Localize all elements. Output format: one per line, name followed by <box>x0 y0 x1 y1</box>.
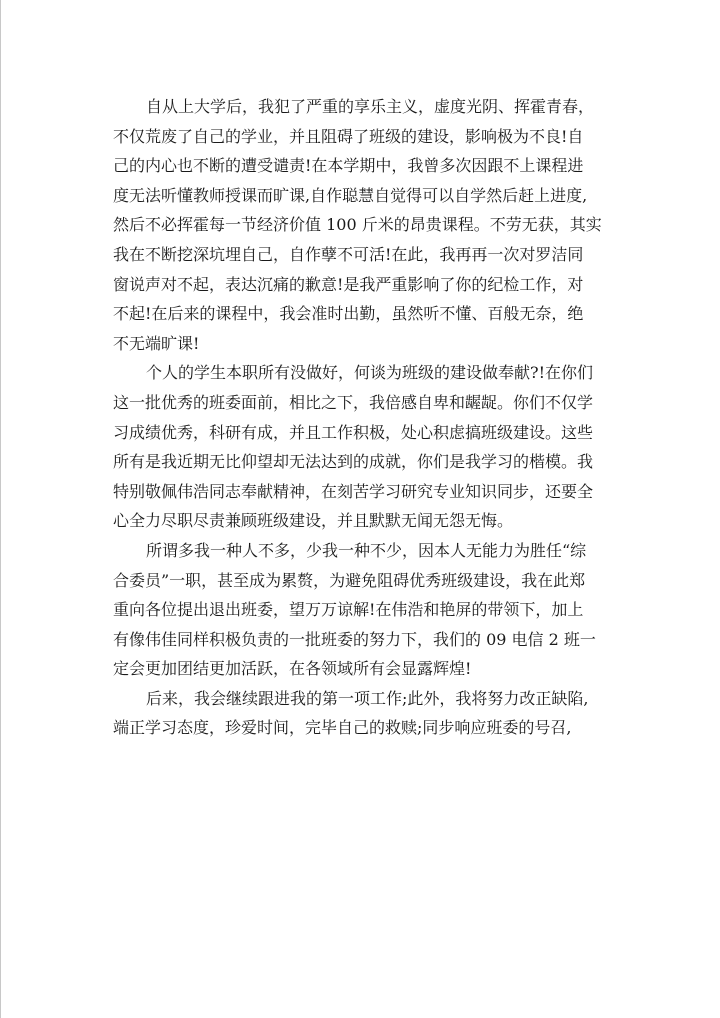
text-line: 端正学习态度，珍爱时间，完毕自己的救赎;同步响应班委的号召, <box>113 718 572 738</box>
text-line: 我在不断挖深坑埋自己，自作孽不可活!在此，我再再一次对罗洁同 <box>113 244 584 264</box>
text-line: 定会更加团结更加活跃，在各领域所有会显露辉煌! <box>113 659 472 679</box>
text-line: 后来，我会继续跟进我的第一项工作;此外，我将努力改正缺陷, <box>146 688 589 708</box>
text-line: 度无法听懂教师授课而旷课,自作聪慧自觉得可以自学然后赶上进度, <box>113 185 588 205</box>
paragraph-1 <box>113 92 613 358</box>
text-line: 习成绩优秀，科研有成，并且工作积极，处心积虑搞班级建设。这些 <box>113 422 594 442</box>
text-line: 心全力尽职尽责兼顾班级建设，并且默默无闻无怨无悔。 <box>113 511 514 531</box>
paragraph-2 <box>113 358 613 536</box>
text-line: 所有是我近期无比仰望却无法达到的成就，你们是我学习的楷模。我 <box>113 452 594 472</box>
text-line: 不起!在后来的课程中，我会准时出勤，虽然听不懂、百般无奈，绝 <box>113 304 584 324</box>
text-line: 特别敬佩伟浩同志奉献精神，在刻苦学习研究专业知识同步，还要全 <box>113 481 594 501</box>
document-body <box>113 92 613 743</box>
text-line: 己的内心也不断的遭受谴责!在本学期中，我曾多次因跟不上课程进 <box>113 156 584 176</box>
text-line: 自从上大学后，我犯了严重的享乐主义，虚度光阴、挥霍青春， <box>146 97 595 116</box>
text-line: 所谓多我一种人不多，少我一种不少，因本人无能力为胜任“综 <box>146 540 587 560</box>
text-line: 窗说声对不起，表达沉痛的歉意!是我严重影响了你的纪检工作，对 <box>113 274 584 294</box>
text-line: 有像伟佳同样积极负责的一批班委的努力下，我们的 09 电信 2 班一 <box>113 629 596 649</box>
text-line: 合委员”一职，甚至成为累赘，为避免阻碍优秀班级建设，我在此郑 <box>113 570 586 590</box>
text-line: 不无端旷课! <box>113 333 200 353</box>
text-line: 个人的学生本职所有没做好，何谈为班级的建设做奉献?!在你们 <box>146 363 594 383</box>
paragraph-4 <box>113 684 613 743</box>
text-line: 这一批优秀的班委面前，相比之下，我倍感自卑和龌龊。你们不仅学 <box>113 392 594 412</box>
text-line: 重向各位提出退出班委，望万万谅解!在伟浩和艳屏的带领下，加上 <box>113 600 584 620</box>
text-line: 不仅荒废了自己的学业，并且阻碍了班级的建设，影响极为不良!自 <box>113 126 584 146</box>
text-line: 然后不必挥霍每一节经济价值 100 斤米的昂贵课程。不劳无获，其实 <box>113 215 602 235</box>
paragraph-3 <box>113 536 613 684</box>
